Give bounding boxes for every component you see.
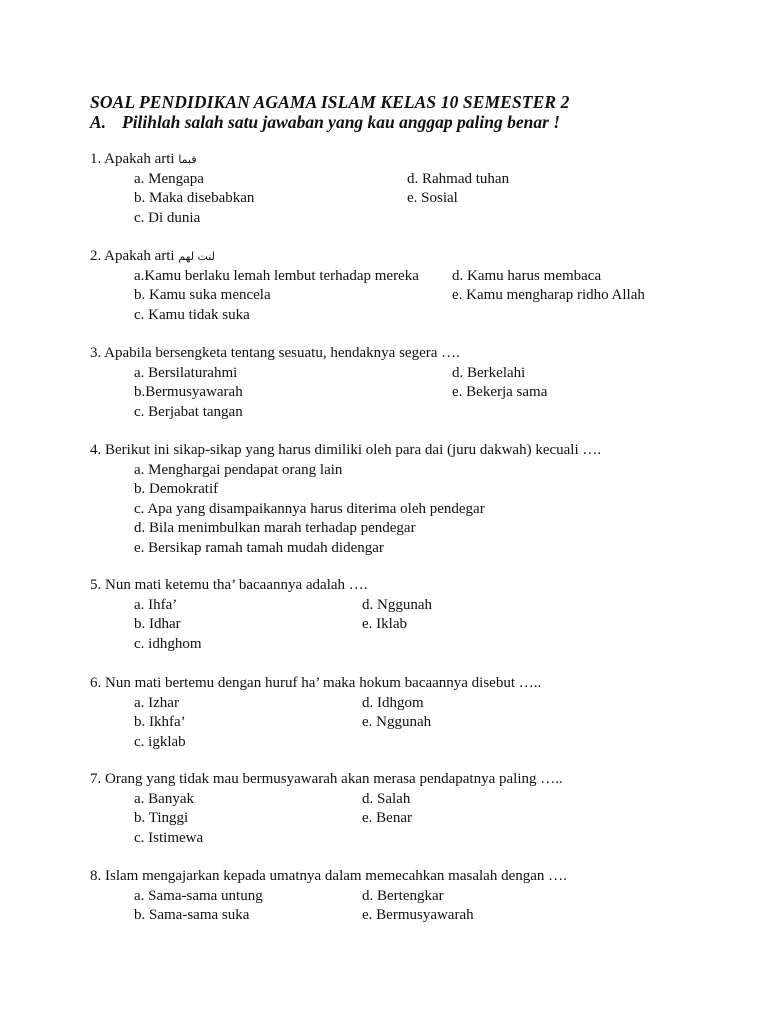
question-1: [90, 150, 510, 228]
option-left: c. Di dunia: [134, 209, 201, 226]
option-right: e. Sosial: [407, 190, 458, 207]
section-label: A.: [90, 112, 107, 132]
option-left: a. Bersilaturahmi: [134, 364, 238, 381]
option-row: [90, 209, 201, 229]
question-4: [90, 441, 601, 559]
option-row: [90, 694, 541, 714]
instruction: [90, 112, 560, 133]
option-right: e. Bermusyawarah: [362, 907, 474, 924]
option-left: c. Berjabat tangan: [134, 403, 243, 420]
question-stem: [90, 576, 368, 596]
arabic-phrase: فبما: [178, 153, 197, 166]
question-stem: [90, 770, 563, 790]
option-right: d. Rahmad tuhan: [407, 170, 510, 187]
option-left: a.Kamu berlaku lemah lembut terhadap mereka: [134, 267, 419, 284]
option-right: e. Kamu mengharap ridho Allah: [452, 287, 645, 304]
option-right: d. Kamu harus membaca: [452, 267, 602, 284]
question-6: [90, 674, 541, 752]
option-row: [90, 519, 601, 539]
section-text: Pilihlah salah satu jawaban yang kau anggap paling benar !: [122, 112, 561, 132]
question-stem: [90, 344, 460, 364]
option-left: b. Ikhfa’: [134, 714, 186, 731]
question-text: 6. Nun mati bertemu dengan huruf ha’ maka hokum bacaannya disebut …..: [90, 675, 542, 691]
question-5: [90, 576, 432, 654]
question-text: 3. Apabila bersengketa tentang sesuatu, hendaknya segera ….: [90, 345, 460, 361]
option-row: [90, 286, 645, 306]
option-right: d. Bertengkar: [362, 887, 444, 904]
question-stem: [90, 150, 197, 170]
question-stem: [90, 674, 541, 694]
question-text: 4. Berikut ini sikap-sikap yang harus dimiliki oleh para dai (juru dakwah) kecuali ….: [90, 442, 602, 458]
question-text: 5. Nun mati ketemu tha’ bacaannya adalah ….: [90, 577, 368, 593]
option-right: e. Iklab: [362, 616, 407, 633]
option-right: d. Idhgom: [362, 694, 424, 711]
question-2: [90, 247, 645, 325]
option-right: e. Nggunah: [362, 714, 432, 731]
question-text: 1. Apakah arti: [90, 151, 175, 167]
option-right: e. Bekerja sama: [452, 384, 548, 401]
question-8: [90, 867, 567, 926]
option-row: [90, 539, 601, 559]
option-left: a. Mengapa: [134, 170, 204, 187]
option-row: [90, 809, 563, 829]
option-row: [90, 403, 460, 423]
option-left: b. Kamu suka mencela: [134, 287, 271, 304]
option-left: a. Ihfa’: [134, 596, 178, 613]
option-left: c. idhghom: [134, 635, 202, 652]
option-left: c. Istimewa: [134, 829, 204, 846]
option-row: [90, 829, 563, 849]
question-7: [90, 770, 563, 848]
option-row: [90, 733, 541, 753]
option-left: c. igklab: [134, 733, 186, 750]
option-row: [90, 267, 602, 287]
option-left: c. Kamu tidak suka: [134, 306, 250, 323]
option-left: a. Menghargai pendapat orang lain: [134, 461, 343, 478]
question-3: [90, 344, 548, 422]
question-stem: [90, 867, 567, 887]
option-row: [90, 306, 250, 326]
option-row: [90, 383, 548, 403]
question-stem: [90, 441, 601, 461]
option-left: a. Banyak: [134, 790, 194, 807]
page-title: SOAL PENDIDIKAN AGAMA ISLAM KELAS 10 SEMESTER 2: [90, 92, 570, 112]
option-row: [90, 713, 541, 733]
option-left: b. Demokratif: [134, 481, 219, 498]
option-left: b.Bermusyawarah: [134, 384, 243, 401]
option-row: [90, 635, 368, 655]
question-text: 7. Orang yang tidak mau bermusyawarah akan merasa pendapatnya paling …..: [90, 771, 563, 787]
option-right: d. Salah: [362, 790, 411, 807]
option-row: [90, 364, 526, 384]
option-row: [90, 887, 567, 907]
question-text: 2. Apakah arti: [90, 248, 175, 264]
option-left: d. Bila menimbulkan marah terhadap pendegar: [134, 520, 416, 537]
option-left: c. Apa yang disampaikannya harus diterima oleh pendegar: [134, 500, 485, 517]
question-text: 8. Islam mengajarkan kepada umatnya dalam memecahkan masalah dengan ….: [90, 868, 567, 884]
option-right: d. Nggunah: [362, 596, 432, 613]
option-row: [90, 189, 458, 209]
option-left: a. Izhar: [134, 694, 179, 711]
option-right: e. Benar: [362, 810, 412, 827]
option-row: [90, 480, 601, 500]
option-row: [90, 596, 432, 616]
option-row: [90, 170, 510, 190]
option-right: d. Berkelahi: [452, 364, 526, 381]
option-left: b. Maka disebabkan: [134, 190, 255, 207]
option-left: b. Sama-sama suka: [134, 907, 250, 924]
option-row: [90, 790, 563, 810]
option-row: [90, 906, 567, 926]
option-row: [90, 461, 601, 481]
option-row: [90, 500, 601, 520]
question-stem: [90, 247, 215, 267]
option-left: b. Tinggi: [134, 810, 189, 827]
option-row: [90, 615, 407, 635]
option-left: b. Idhar: [134, 616, 181, 633]
arabic-phrase: لنت لهم: [178, 250, 216, 263]
option-left: a. Sama-sama untung: [134, 887, 263, 904]
option-left: e. Bersikap ramah tamah mudah didengar: [134, 539, 384, 556]
